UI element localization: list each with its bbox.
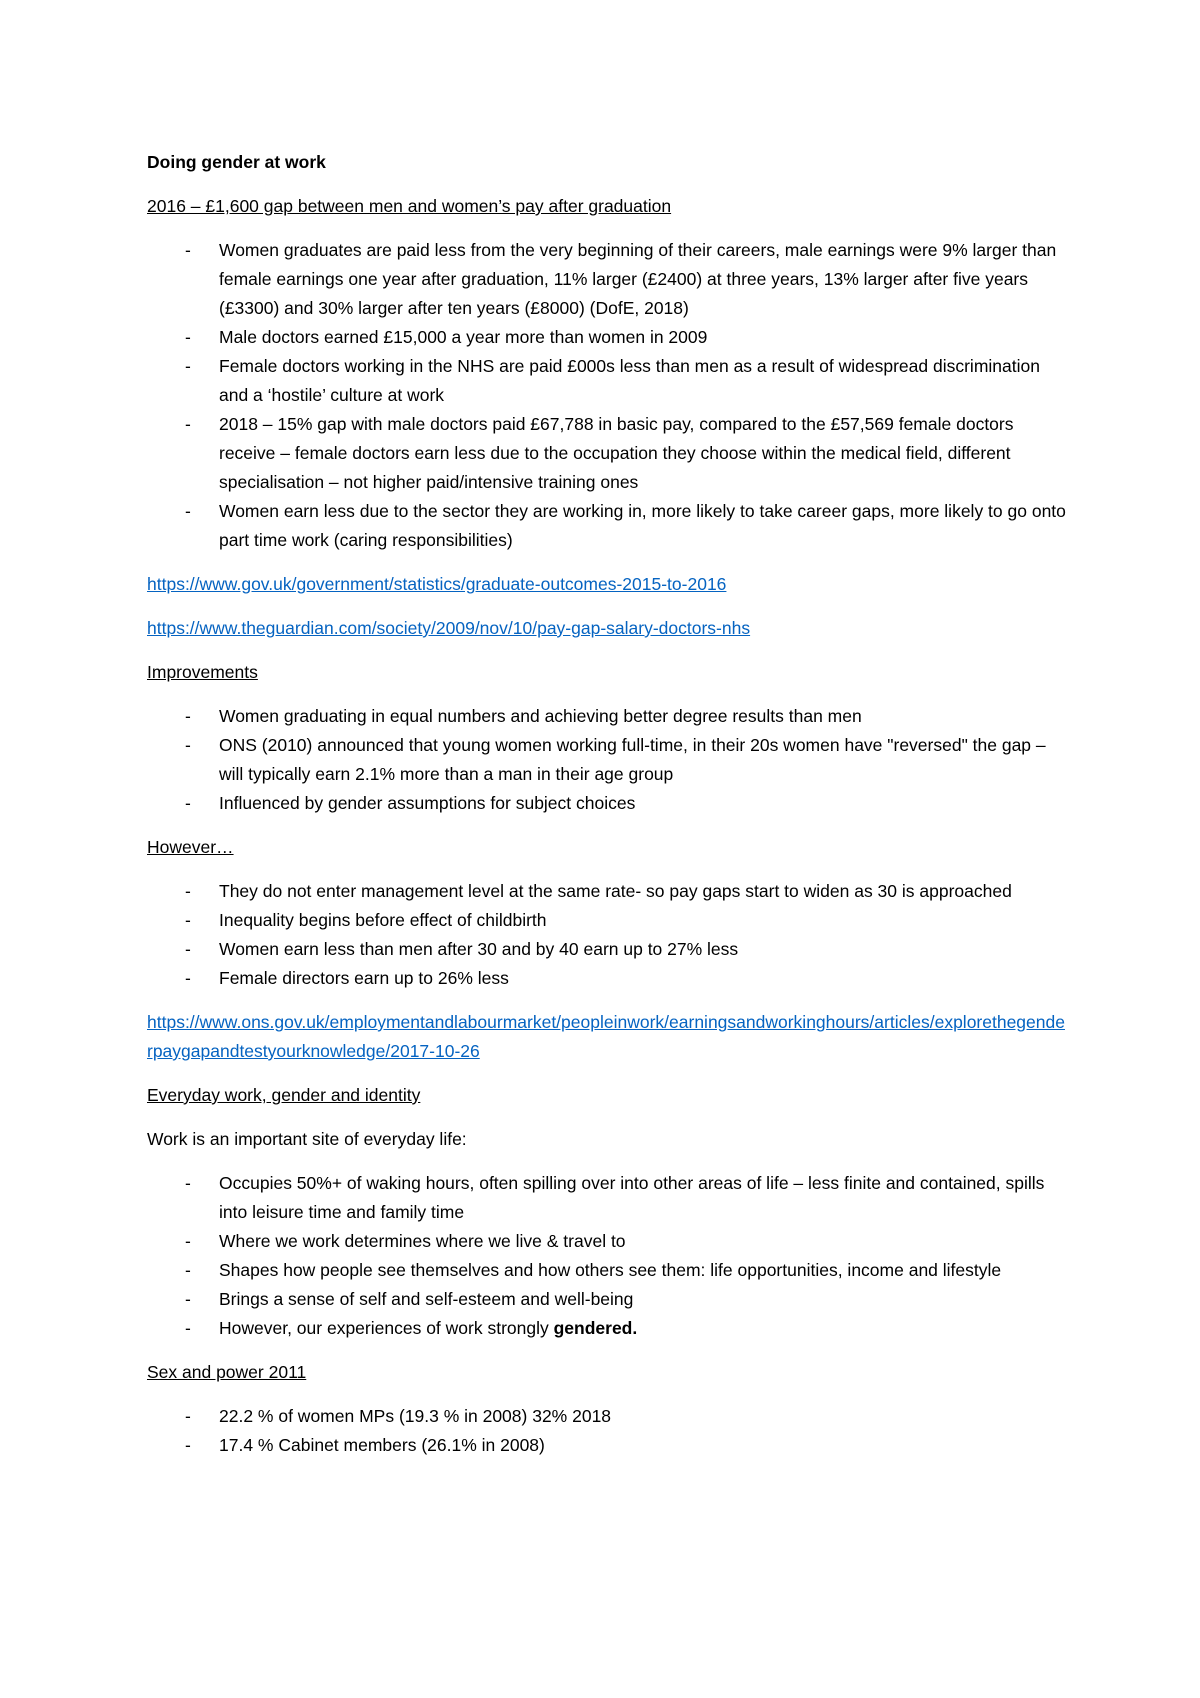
list-item: - They do not enter management level at the same rate- so pay gaps start to widen as 30 is approached xyxy=(147,877,1067,906)
list-item xyxy=(147,1314,1067,1343)
list-item: - 2018 – 15% gap with male doctors paid £67,788 in basic pay, compared to the £57,569 female doctors receive – female doctors earn less due to the occupation they choose within the medical field, different specialisation – not higher paid/intensive training ones xyxy=(147,410,1067,497)
section-heading-however: However… xyxy=(147,837,234,857)
everyday-work-intro: Work is an important site of everyday life: xyxy=(147,1129,467,1149)
section-heading-improvements: Improvements xyxy=(147,662,258,682)
list-item: - Where we work determines where we live & travel to xyxy=(147,1227,1067,1256)
list-item: - Women graduating in equal numbers and achieving better degree results than men xyxy=(147,702,1067,731)
sex-and-power-list xyxy=(147,1402,1067,1460)
however-list xyxy=(147,877,1067,993)
everyday-work-list xyxy=(147,1169,1067,1343)
list-item: - Male doctors earned £15,000 a year more than women in 2009 xyxy=(147,323,1067,352)
section-heading-everyday-work: Everyday work, gender and identity xyxy=(147,1085,421,1105)
list-item: - Women earn less than men after 30 and by 40 earn up to 27% less xyxy=(147,935,1067,964)
list-item: - Influenced by gender assumptions for subject choices xyxy=(147,789,1067,818)
link-guardian-pay-gap-doctors[interactable]: https://www.theguardian.com/society/2009/nov/10/pay-gap-salary-doctors-nhs xyxy=(147,618,751,638)
link-ons-gender-pay-gap[interactable]: https://www.ons.gov.uk/employmentandlabourmarket/peopleinwork/earningsandworkinghours/articles/explorethegenderpaygapandtestyourknowledge/2017-10-26 xyxy=(147,1012,1065,1061)
list-item: - Brings a sense of self and self-esteem and well-being xyxy=(147,1285,1067,1314)
link-gov-uk-graduate-outcomes[interactable]: https://www.gov.uk/government/statistics/graduate-outcomes-2015-to-2016 xyxy=(147,574,727,594)
list-item: - 17.4 % Cabinet members (26.1% in 2008) xyxy=(147,1431,1067,1460)
list-item: - Female directors earn up to 26% less xyxy=(147,964,1067,993)
section-heading-pay-gap: 2016 – £1,600 gap between men and women’s pay after graduation xyxy=(147,196,672,216)
list-item: - Shapes how people see themselves and how others see them: life opportunities, income and lifestyle xyxy=(147,1256,1067,1285)
document-title: Doing gender at work xyxy=(147,152,326,172)
section-heading-sex-and-power: Sex and power 2011 xyxy=(147,1362,307,1382)
list-item: - Occupies 50%+ of waking hours, often spilling over into other areas of life – less finite and contained, spills into leisure time and family time xyxy=(147,1169,1067,1227)
list-item: - 22.2 % of women MPs (19.3 % in 2008) 32% 2018 xyxy=(147,1402,1067,1431)
list-item: - ONS (2010) announced that young women working full-time, in their 20s women have "reversed" the gap – will typically earn 2.1% more than a man in their age group xyxy=(147,731,1067,789)
list-item: - Women earn less due to the sector they are working in, more likely to take career gaps, more likely to go onto part time work (caring responsibilities) xyxy=(147,497,1067,555)
list-item: - Women graduates are paid less from the very beginning of their careers, male earnings were 9% larger than female earnings one year after graduation, 11% larger (£2400) at three years, 13% larger after five years (£3300) and 30% larger after ten years (£8000) (DofE, 2018) xyxy=(147,236,1067,323)
improvements-list xyxy=(147,702,1067,818)
list-item-text: However, our experiences of work strongly xyxy=(219,1318,554,1338)
list-item: - Female doctors working in the NHS are paid £000s less than men as a result of widespread discrimination and a ‘hostile’ culture at work xyxy=(147,352,1067,410)
pay-gap-list xyxy=(147,236,1067,555)
emphasis-gendered: gendered. xyxy=(553,1318,638,1338)
document-page xyxy=(147,148,1067,1475)
list-item: - Inequality begins before effect of childbirth xyxy=(147,906,1067,935)
